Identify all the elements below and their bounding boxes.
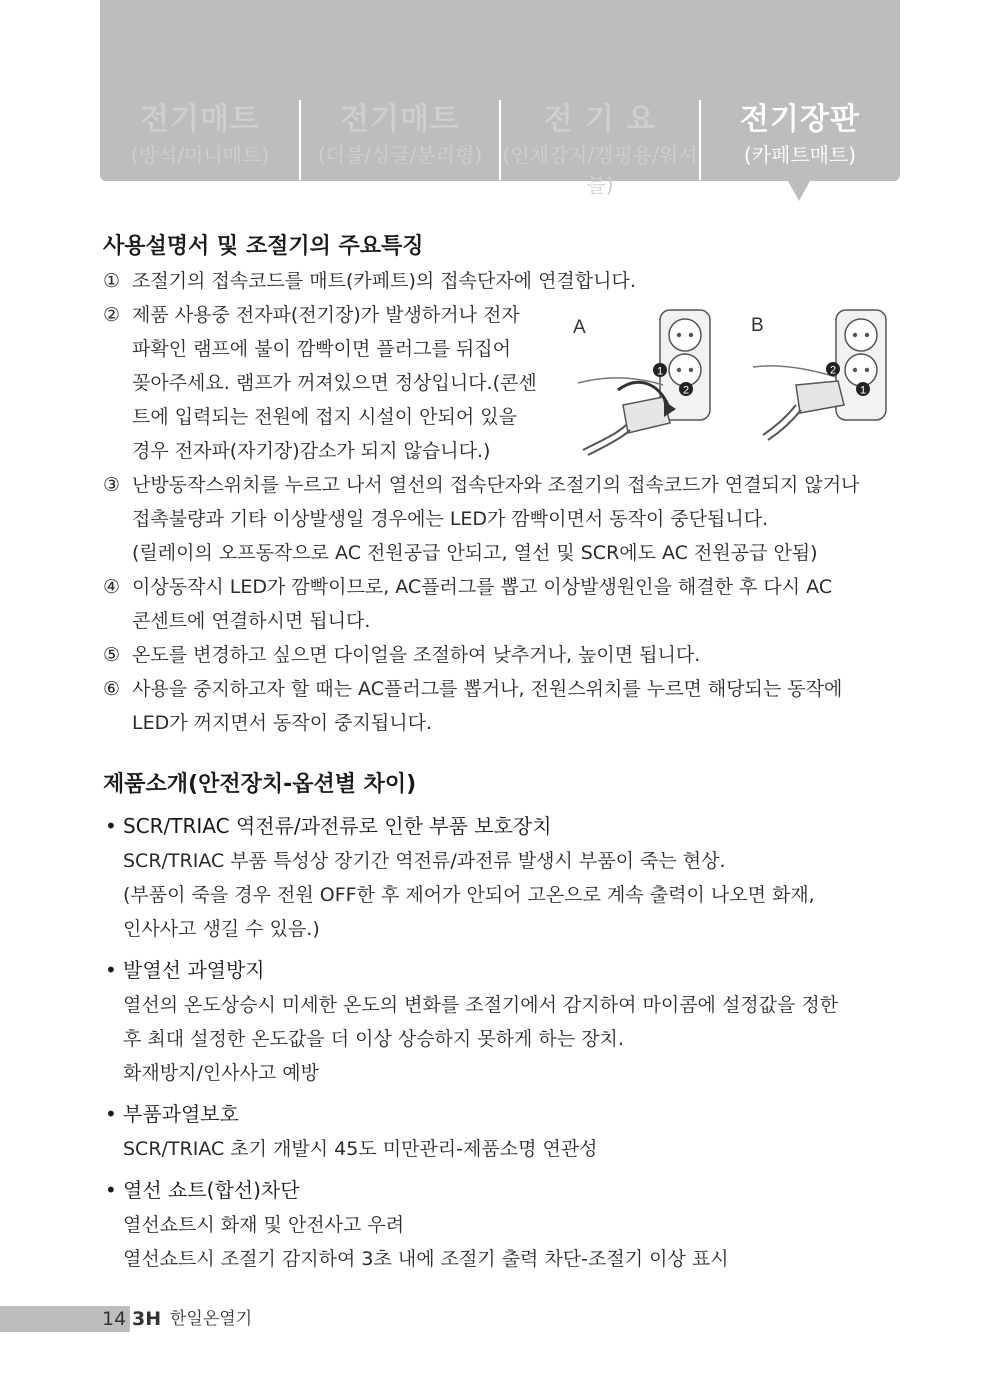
tab-subtitle: (방석/미니매트): [130, 143, 270, 167]
item-line: 파확인 램프에 불이 깜빡이면 플러그를 뒤집어: [132, 338, 511, 360]
bullet-line: 열선쇼트시 화재 및 안전사고 우려: [123, 1214, 405, 1236]
tab-subtitle: (카페트매트): [743, 143, 857, 167]
item-line: 제품 사용중 전자파(전기장)가 발생하거나 전자: [132, 304, 520, 326]
bullet-item: [103, 808, 900, 946]
item-number: ①: [103, 270, 121, 292]
bullet-line: SCR/TRIAC 초기 개발시 45도 미만관리-제품소명 연관성: [123, 1138, 598, 1160]
page-content: [103, 230, 900, 1276]
active-tab-pointer: [788, 181, 810, 201]
bullet-line: 열선의 온도상승시 미세한 온도의 변화를 조절기에서 감지하여 마이콤에 설정값을 정한: [123, 994, 839, 1016]
item-number: ③: [103, 474, 121, 496]
bullet-title: • 열선 쇼트(합선)차단: [103, 1172, 900, 1208]
bullet-title: • SCR/TRIAC 역전류/과전류로 인한 부품 보호장치: [103, 808, 900, 844]
section-title-features: 사용설명서 및 조절기의 주요특징: [103, 234, 424, 259]
tab-electric-blanket[interactable]: [500, 100, 700, 197]
tab-title: 전기장판: [740, 102, 860, 137]
section-title-safety: 제품소개(안전장치-옵션별 차이): [103, 772, 417, 797]
item-number: ④: [103, 576, 121, 598]
bullet-item: [103, 1096, 900, 1166]
item-line: LED가 꺼지면서 동작이 중지됩니다.: [132, 712, 432, 734]
list-item: [103, 570, 900, 638]
bullet-line: SCR/TRIAC 부품 특성상 장기간 역전류/과전류 발생시 부품이 죽는 현상.: [123, 850, 726, 872]
bullet-line: (부품이 죽을 경우 전원 OFF한 후 제어가 안되어 고온으로 계속 출력이 나오면 화재,: [123, 884, 815, 906]
svg-text:1: 1: [859, 384, 867, 397]
page-number: 14: [102, 1308, 127, 1330]
bullet-item: [103, 1172, 900, 1276]
item-number: ②: [103, 304, 121, 326]
item-line: 경우 전자파(자기장)감소가 되지 않습니다.): [132, 440, 491, 462]
bullet-line: 인사사고 생길 수 있음.): [123, 918, 320, 940]
brand-logo: 3H: [132, 1308, 162, 1330]
item-line: 콘센트에 연결하시면 됩니다.: [132, 610, 371, 632]
bullet-item: [103, 952, 900, 1090]
item-line: 조절기의 접속코드를 매트(카페트)의 접속단자에 연결합니다.: [132, 270, 636, 292]
item-number: ⑥: [103, 678, 121, 700]
list-item: [103, 298, 652, 468]
item-line: 난방동작스위치를 누르고 나서 열선의 접속단자와 조절기의 접속코드가 연결되지 않거나: [132, 474, 860, 496]
tab-mat-double[interactable]: [300, 100, 500, 178]
tab-title: 전 기 요: [543, 102, 657, 137]
item-line: (릴레이의 오프동작으로 AC 전원공급 안되고, 열선 및 SCR에도 AC 전원공급 안됨): [132, 542, 818, 564]
list-item: [103, 672, 900, 740]
list-item: [103, 638, 900, 672]
bullet-line: 열선쇼트시 조절기 감지하여 3초 내에 조절기 출력 차단-조절기 이상 표시: [123, 1248, 729, 1270]
tab-subtitle: (더블/싱글/분리형): [317, 143, 483, 167]
bullet-line: 화재방지/인사사고 예방: [123, 1062, 319, 1084]
bullet-title: • 부품과열보호: [103, 1096, 900, 1132]
item-line: 온도를 변경하고 싶으면 다이얼을 조절하여 낮추거나, 높이면 됩니다.: [132, 644, 701, 666]
figure-label-a: A: [573, 317, 586, 338]
figure-label-b: B: [751, 315, 764, 336]
item-line: 이상동작시 LED가 깜빡이므로, AC플러그를 뽑고 이상발생원인을 해결한 후 다시 AC: [132, 576, 833, 598]
item-line: 접촉불량과 기타 이상발생일 경우에는 LED가 깜빡이면서 동작이 중단됩니다.: [132, 508, 769, 530]
tab-subtitle: (인체감지/캠핑용/워셔블): [502, 143, 698, 197]
item-number: ⑤: [103, 644, 121, 666]
svg-text:2: 2: [682, 384, 690, 397]
item-line: 사용을 중지하고자 할 때는 AC플러그를 뽑거나, 전원스위치를 누르면 해당되는 동작에: [132, 678, 843, 700]
bullet-line: 후 최대 설정한 온도값을 더 이상 상승하지 못하게 하는 장치.: [123, 1028, 624, 1050]
item-line: 꽂아주세요. 램프가 꺼져있으면 정상입니다.(콘센: [132, 372, 537, 394]
brand-name: 한일온열기: [170, 1309, 253, 1329]
tab-title: 전기매트: [140, 102, 260, 137]
list-item: [103, 264, 900, 298]
list-item: [103, 468, 900, 570]
tab-mat-cushion[interactable]: [100, 100, 300, 178]
svg-text:1: 1: [656, 365, 664, 378]
item-line: 트에 입력되는 전원에 접지 시설이 안되어 있을: [132, 406, 517, 428]
tab-electric-carpet[interactable]: [700, 100, 900, 178]
svg-text:2: 2: [829, 364, 837, 377]
tab-title: 전기매트: [340, 102, 460, 137]
bullet-title: • 발열선 과열방지: [103, 952, 900, 988]
